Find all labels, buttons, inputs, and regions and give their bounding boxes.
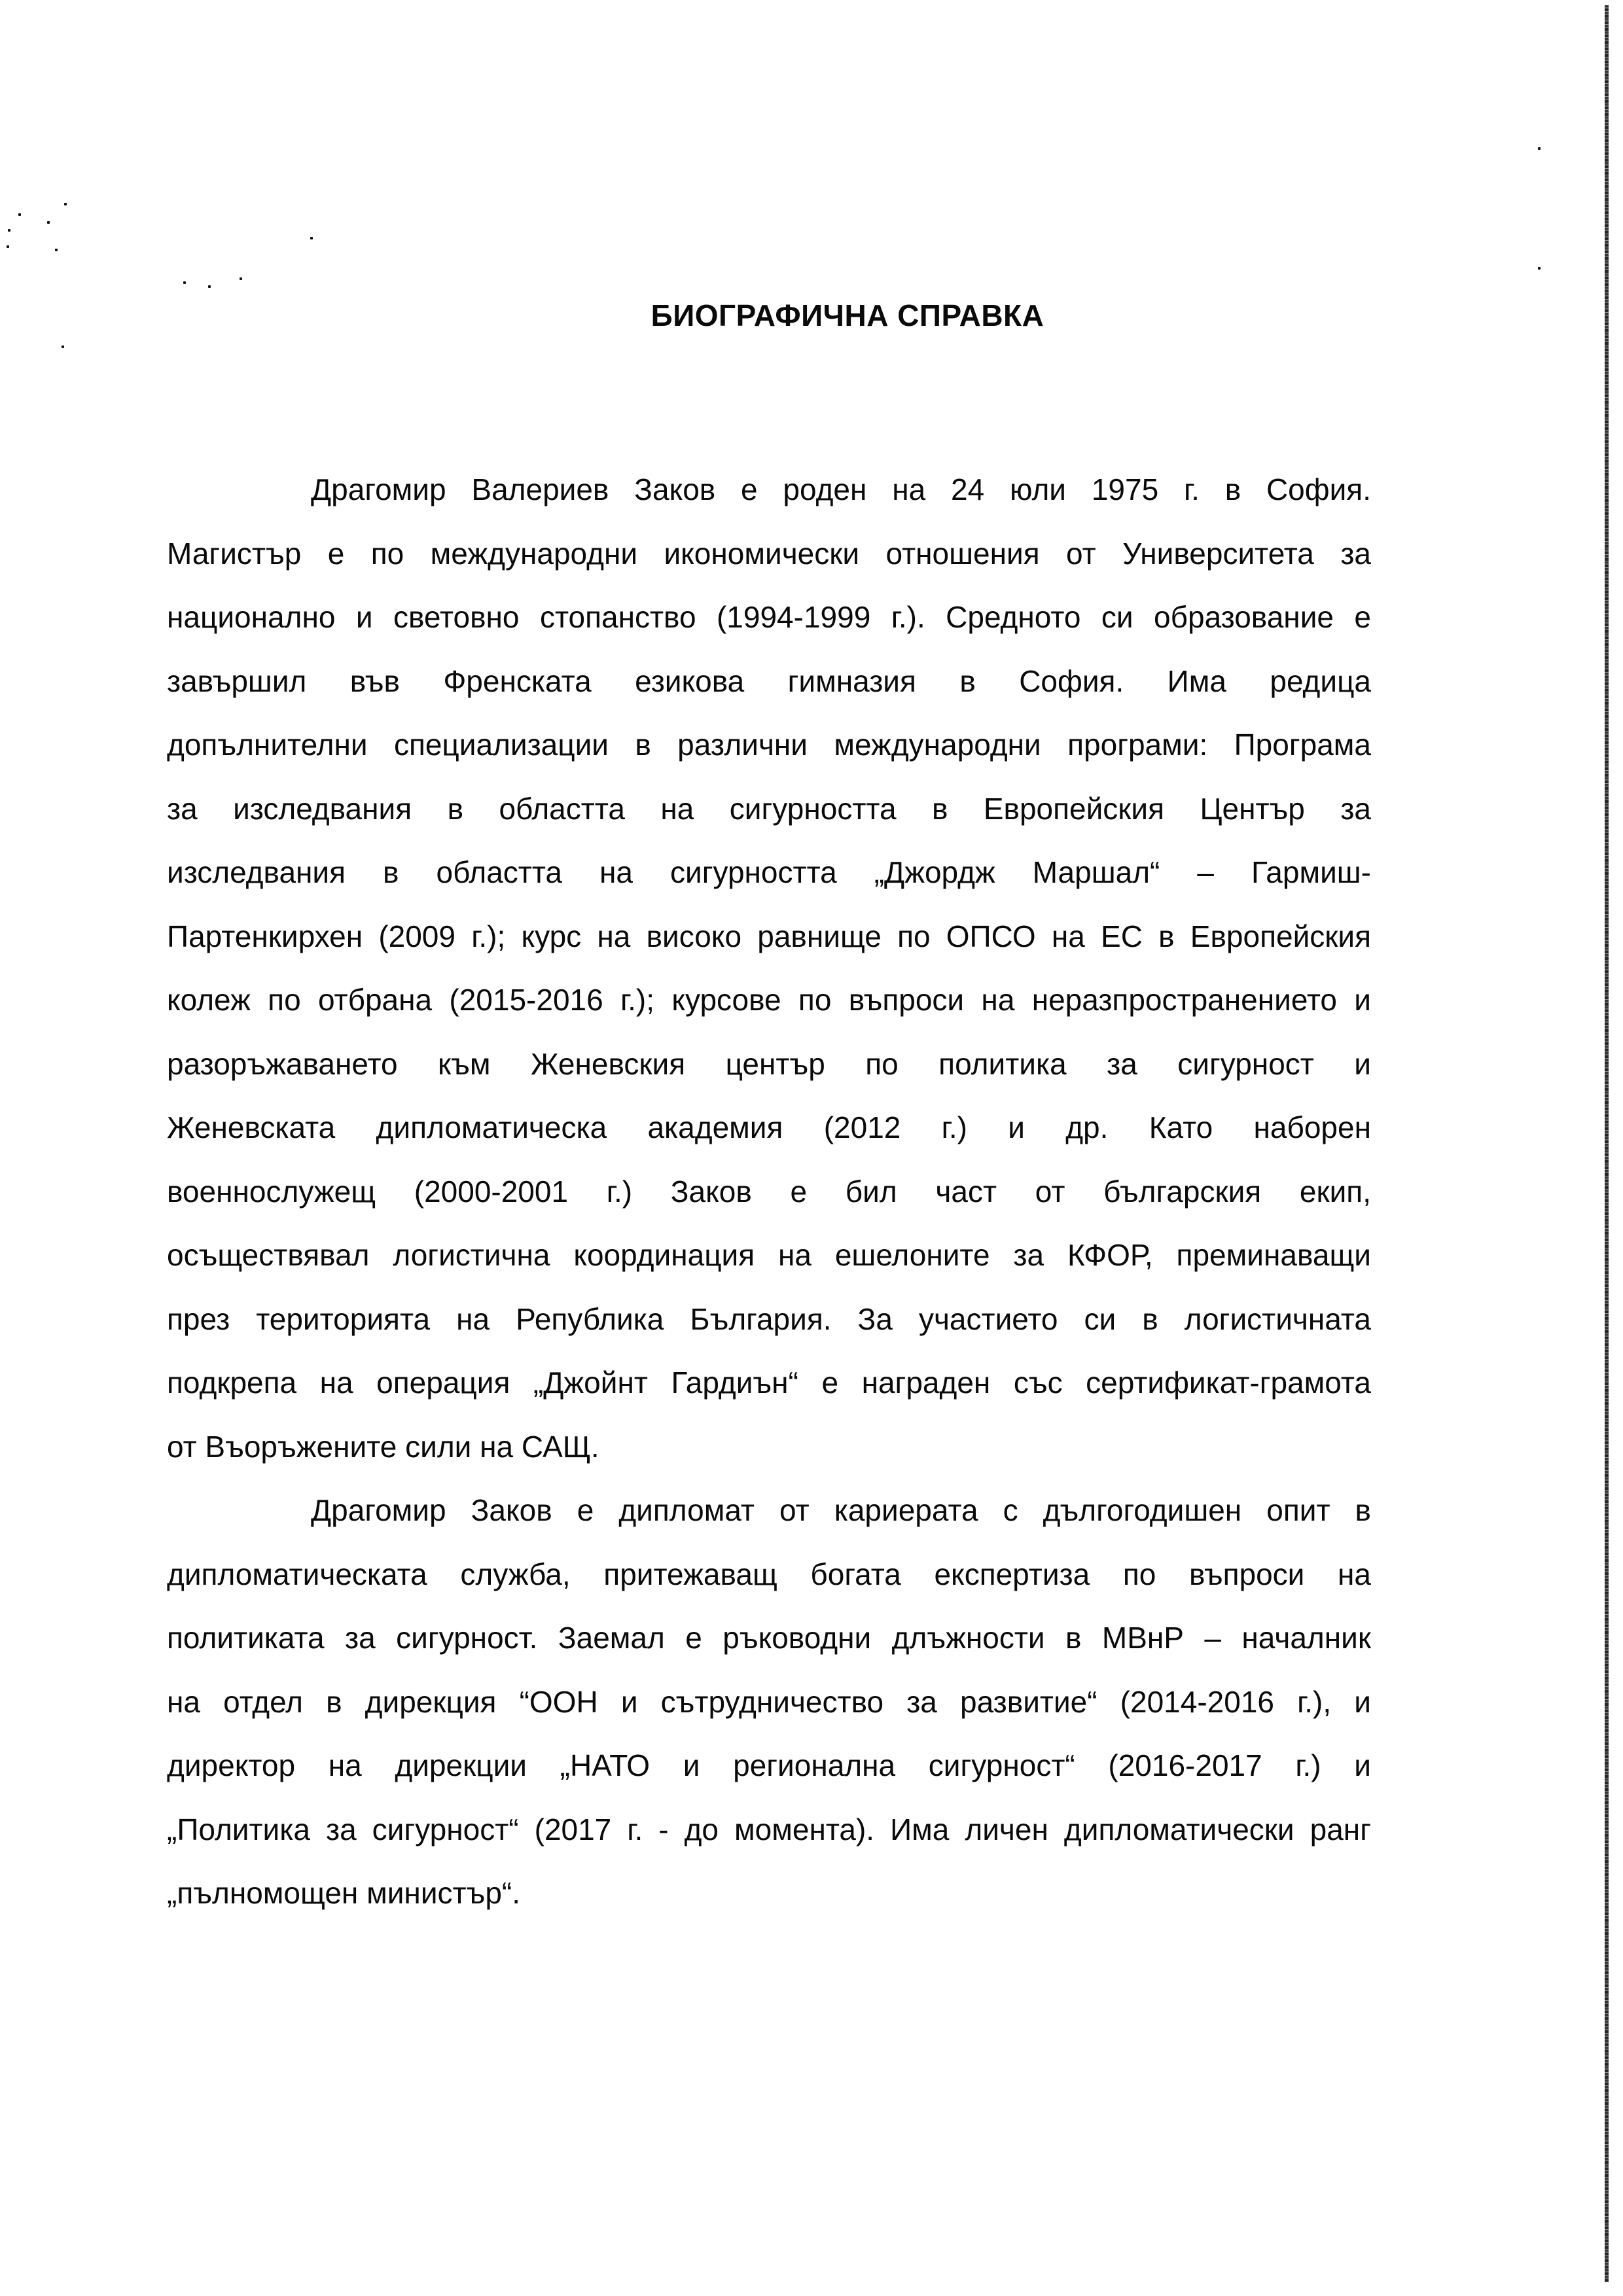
text-line: допълнителни специализации в различни международни програми: Програма [167,728,1371,762]
text-line: дипломатическата служба, притежаващ богата експертиза по въпроси на [167,1557,1371,1591]
text-line: от Въоръжените сили на САЩ. [167,1429,599,1464]
scan-speck [1538,267,1541,270]
scan-speck [8,229,10,232]
scan-speck [310,237,313,239]
text-line: колеж по отбрана (2015-2016 г.); курсове по въпроси на неразпространението и [167,983,1371,1017]
text-line: разоръжаването към Женевския център по политика за сигурност и [167,1046,1371,1081]
text-line: национално и световно стопанство (1994-1999 г.). Средното си образование е [167,600,1371,634]
scan-speck [64,203,67,205]
scan-speck [62,345,64,348]
scan-speck [47,221,50,224]
text-line: „Политика за сигурност“ (2017 г. - до момента). Има личен дипломатически ранг [167,1812,1371,1846]
scan-edge-artifact [1605,5,1609,2282]
text-line: военнослужещ (2000-2001 г.) Заков е бил част от българския екип, [167,1174,1371,1209]
text-line: Партенкирхен (2009 г.); курс на високо равнище по ОПСО на ЕС в Европейския [167,919,1371,953]
text-line: Магистър е по международни икономически отношения от Университета за [167,536,1371,571]
scan-speck [183,281,186,284]
paragraph-2 [167,1479,1371,1926]
scan-speck [18,213,21,216]
text-line: подкрепа на операция „Джойнт Гардиън“ е награден със сертификат-грамота [167,1366,1371,1400]
text-line: „пълномощен министър“. [167,1876,521,1910]
document-body [167,458,1371,1926]
scan-speck [1538,147,1541,150]
scan-speck [208,285,211,288]
text-line: директор на дирекции „НАТО и регионална сигурност“ (2016-2017 г.) и [167,1748,1371,1782]
text-line: изследвания в областта на сигурността „Джордж Маршал“ – Гармиш- [167,855,1371,889]
scan-speck [55,249,58,251]
text-line: Женевската дипломатическа академия (2012 г.) и др. Като наборен [167,1110,1371,1144]
scan-speck [240,277,242,280]
text-line: за изследвания в областта на сигурността в Европейския Център за [167,791,1371,826]
text-line: политиката за сигурност. Заемал е ръководни длъжности в МВнР – началник [167,1621,1371,1655]
text-line: Драгомир Заков е дипломат от кариерата с дългогодишен опит в [311,1493,1371,1527]
text-line: през територията на Република България. За участието си в логистичната [167,1301,1371,1336]
text-line: Драгомир Валериев Заков е роден на 24 юли 1975 г. в София. [311,472,1371,506]
scan-speck [7,245,9,248]
text-line: завършил във Френската езикова гимназия в София. Има редица [167,663,1371,698]
document-title: БИОГРАФИЧНА СПРАВКА [651,298,1044,332]
text-line: на отдел в дирекция “ООН и сътрудничество за развитие“ (2014-2016 г.), и [167,1684,1371,1719]
text-line: осъществявал логистична координация на ешелоните за КФОР, преминаващи [167,1238,1371,1272]
paragraph-1 [167,458,1371,1479]
